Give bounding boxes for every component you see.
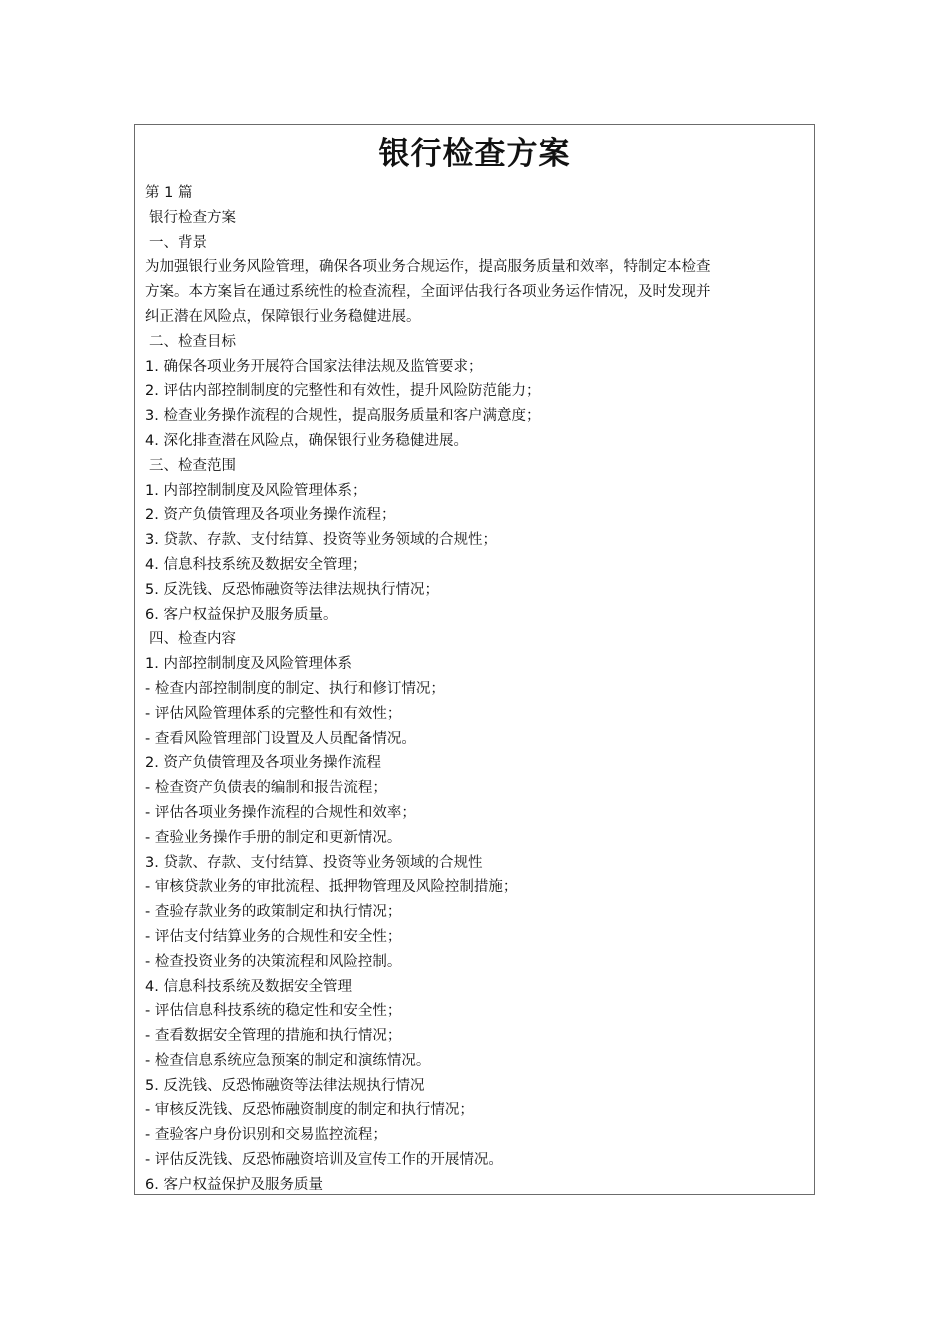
text-line: 为加强银行业务风险管理，确保各项业务合规运作，提高服务质量和效率，特制定本检查 [145, 259, 711, 276]
text-line: 4. 深化排查潜在风险点，确保银行业务稳健进展。 [145, 432, 468, 449]
text-line: - 评估各项业务操作流程的合规性和效率； [145, 804, 416, 821]
text-line: - 评估支付结算业务的合规性和安全性； [145, 928, 402, 945]
text-line: 2. 资产负债管理及各项业务操作流程 [145, 755, 381, 772]
text-line: 2. 资产负债管理及各项业务操作流程； [145, 507, 396, 524]
text-line: - 审核贷款业务的审批流程、抵押物管理及风险控制措施； [145, 879, 518, 896]
text-line: - 检查内部控制制度的制定、执行和修订情况； [145, 680, 445, 697]
text-line: 1. 内部控制制度及风险管理体系 [145, 656, 352, 673]
text-line: 4. 信息科技系统及数据安全管理； [145, 556, 367, 573]
text-line: 三、检查范围 [149, 457, 236, 474]
text-line: 第 1 篇 [145, 185, 193, 201]
text-line: - 检查信息系统应急预案的制定和演练情况。 [145, 1052, 431, 1069]
text-line: - 评估反洗钱、反恐怖融资培训及宣传工作的开展情况。 [145, 1152, 503, 1169]
document-title: 银行检查方案 [378, 136, 571, 172]
document-frame [134, 124, 815, 1195]
text-line: - 评估风险管理体系的完整性和有效性； [145, 705, 402, 722]
text-line: 方案。本方案旨在通过系统性的检查流程，全面评估我行各项业务运作情况，及时发现并 [145, 284, 711, 301]
text-line: 2. 评估内部控制制度的完整性和有效性，提升风险防范能力； [145, 383, 541, 400]
document-body [145, 181, 804, 1195]
text-line: - 审核反洗钱、反恐怖融资制度的制定和执行情况； [145, 1102, 474, 1119]
text-line: 6. 客户权益保护及服务质量。 [145, 606, 338, 623]
text-line: 一、背景 [149, 234, 207, 251]
text-line: 4. 信息科技系统及数据安全管理 [145, 978, 352, 995]
text-line: 1. 内部控制制度及风险管理体系； [145, 482, 367, 499]
text-line: - 查验业务操作手册的制定和更新情况。 [145, 829, 402, 846]
text-line: - 检查投资业务的决策流程和风险控制。 [145, 953, 402, 970]
text-line: - 查验客户身份识别和交易监控流程； [145, 1127, 387, 1144]
text-line: - 评估信息科技系统的稳定性和安全性； [145, 1003, 402, 1020]
text-line: 3. 贷款、存款、支付结算、投资等业务领域的合规性 [145, 854, 483, 871]
text-line: - 查看数据安全管理的措施和执行情况； [145, 1028, 402, 1045]
text-line: 四、检查内容 [149, 631, 236, 648]
text-line: - 查验存款业务的政策制定和执行情况； [145, 904, 402, 921]
text-line: 5. 反洗钱、反恐怖融资等法律法规执行情况 [145, 1077, 425, 1094]
text-line: 6. 客户权益保护及服务质量 [145, 1176, 323, 1193]
text-line: - 检查资产负债表的编制和报告流程； [145, 780, 387, 797]
text-line: 1. 确保各项业务开展符合国家法律法规及监管要求； [145, 358, 483, 375]
text-line: 二、检查目标 [149, 333, 236, 350]
text-line: 银行检查方案 [149, 209, 236, 226]
text-line: 3. 贷款、存款、支付结算、投资等业务领域的合规性； [145, 532, 497, 549]
text-line: - 查看风险管理部门设置及人员配备情况。 [145, 730, 416, 747]
text-line: 3. 检查业务操作流程的合规性，提高服务质量和客户满意度； [145, 408, 541, 425]
text-line: 5. 反洗钱、反恐怖融资等法律法规执行情况； [145, 581, 439, 598]
text-line: 纠正潜在风险点，保障银行业务稳健进展。 [145, 308, 421, 325]
